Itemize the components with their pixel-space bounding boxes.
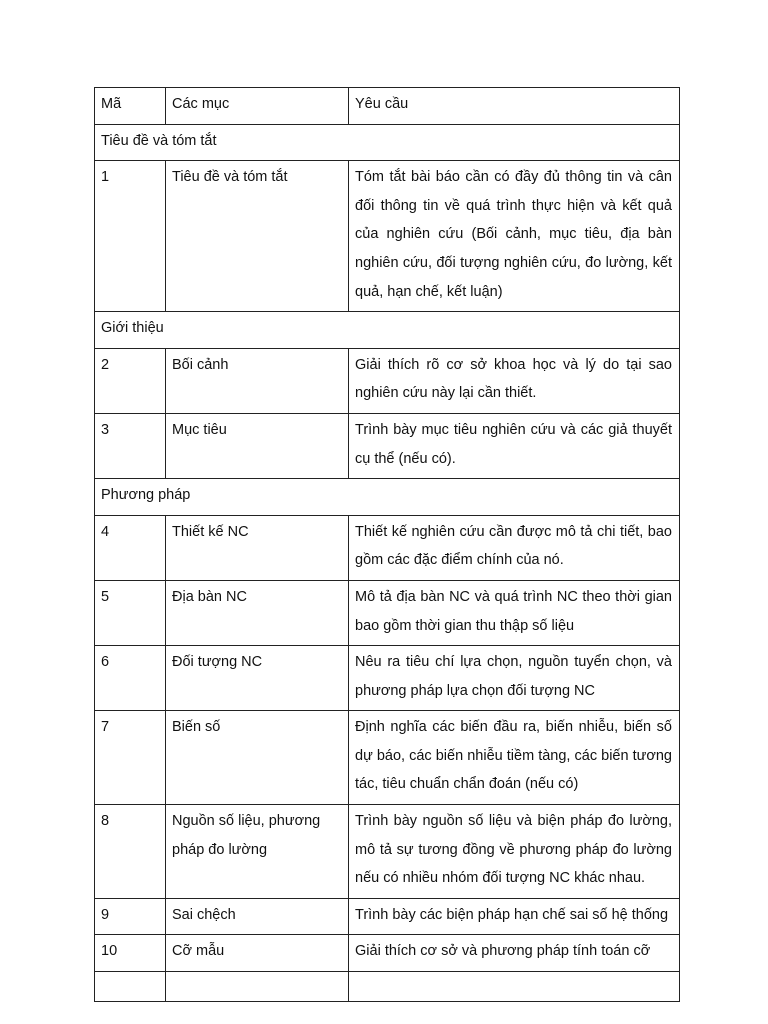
section-title: Tiêu đề và tóm tắt bbox=[95, 124, 680, 161]
row-code: 4 bbox=[95, 515, 166, 580]
row-item: Cỡ mẫu bbox=[166, 935, 349, 972]
row-code: 10 bbox=[95, 935, 166, 972]
section-row-introduction bbox=[95, 312, 680, 349]
row-code: 2 bbox=[95, 348, 166, 413]
table-row bbox=[95, 935, 680, 972]
row-item: Thiết kế NC bbox=[166, 515, 349, 580]
header-item: Các mục bbox=[166, 88, 349, 125]
table-row bbox=[95, 972, 680, 1002]
section-title: Phương pháp bbox=[95, 479, 680, 516]
section-row-methods bbox=[95, 479, 680, 516]
row-requirement: Trình bày các biện pháp hạn chế sai số hệ thống bbox=[349, 898, 680, 935]
section-row-title-abstract bbox=[95, 124, 680, 161]
row-item: Đối tượng NC bbox=[166, 646, 349, 711]
row-code bbox=[95, 972, 166, 1002]
row-item bbox=[166, 972, 349, 1002]
row-item: Mục tiêu bbox=[166, 413, 349, 478]
row-code: 3 bbox=[95, 413, 166, 478]
reporting-checklist-table bbox=[94, 87, 680, 1002]
row-requirement: Giải thích rõ cơ sở khoa học và lý do tại sao nghiên cứu này lại cần thiết. bbox=[349, 348, 680, 413]
row-requirement: Giải thích cơ sở và phương pháp tính toán cỡ bbox=[349, 935, 680, 972]
section-title: Giới thiệu bbox=[95, 312, 680, 349]
table-row bbox=[95, 348, 680, 413]
row-item: Bối cảnh bbox=[166, 348, 349, 413]
row-item: Tiêu đề và tóm tắt bbox=[166, 161, 349, 312]
row-requirement: Tóm tắt bài báo cần có đầy đủ thông tin và cân đối thông tin về quá trình thực hiện và kết quả của nghiên cứu (Bối cảnh, mục tiêu, địa bàn nghiên cứu, đối tượng nghiên cứu, đo lường, kết quả, hạn chế, kết luận) bbox=[349, 161, 680, 312]
header-code: Mã bbox=[95, 88, 166, 125]
table-header-row bbox=[95, 88, 680, 125]
row-item: Nguồn số liệu, phương pháp đo lường bbox=[166, 805, 349, 899]
row-code: 8 bbox=[95, 805, 166, 899]
table-row bbox=[95, 413, 680, 478]
row-requirement bbox=[349, 972, 680, 1002]
header-requirement: Yêu cầu bbox=[349, 88, 680, 125]
table-row bbox=[95, 161, 680, 312]
table-row bbox=[95, 711, 680, 805]
row-code: 6 bbox=[95, 646, 166, 711]
row-requirement: Mô tả địa bàn NC và quá trình NC theo thời gian bao gồm thời gian thu thập số liệu bbox=[349, 580, 680, 645]
table-row bbox=[95, 646, 680, 711]
row-code: 9 bbox=[95, 898, 166, 935]
row-requirement: Trình bày nguồn số liệu và biện pháp đo lường, mô tả sự tương đồng về phương pháp đo lường nếu có nhiều nhóm đối tượng NC khác nhau. bbox=[349, 805, 680, 899]
table-row bbox=[95, 515, 680, 580]
table-row bbox=[95, 898, 680, 935]
row-item: Địa bàn NC bbox=[166, 580, 349, 645]
row-item: Sai chệch bbox=[166, 898, 349, 935]
table-row bbox=[95, 805, 680, 899]
row-requirement: Thiết kế nghiên cứu cần được mô tả chi tiết, bao gồm các đặc điểm chính của nó. bbox=[349, 515, 680, 580]
row-code: 1 bbox=[95, 161, 166, 312]
row-requirement: Nêu ra tiêu chí lựa chọn, nguồn tuyển chọn, và phương pháp lựa chọn đối tượng NC bbox=[349, 646, 680, 711]
row-code: 7 bbox=[95, 711, 166, 805]
table-row bbox=[95, 580, 680, 645]
row-requirement: Định nghĩa các biến đầu ra, biến nhiễu, biến số dự báo, các biến nhiễu tiềm tàng, các biến tương tác, tiêu chuẩn chẩn đoán (nếu có) bbox=[349, 711, 680, 805]
row-requirement: Trình bày mục tiêu nghiên cứu và các giả thuyết cụ thể (nếu có). bbox=[349, 413, 680, 478]
row-item: Biến số bbox=[166, 711, 349, 805]
row-code: 5 bbox=[95, 580, 166, 645]
